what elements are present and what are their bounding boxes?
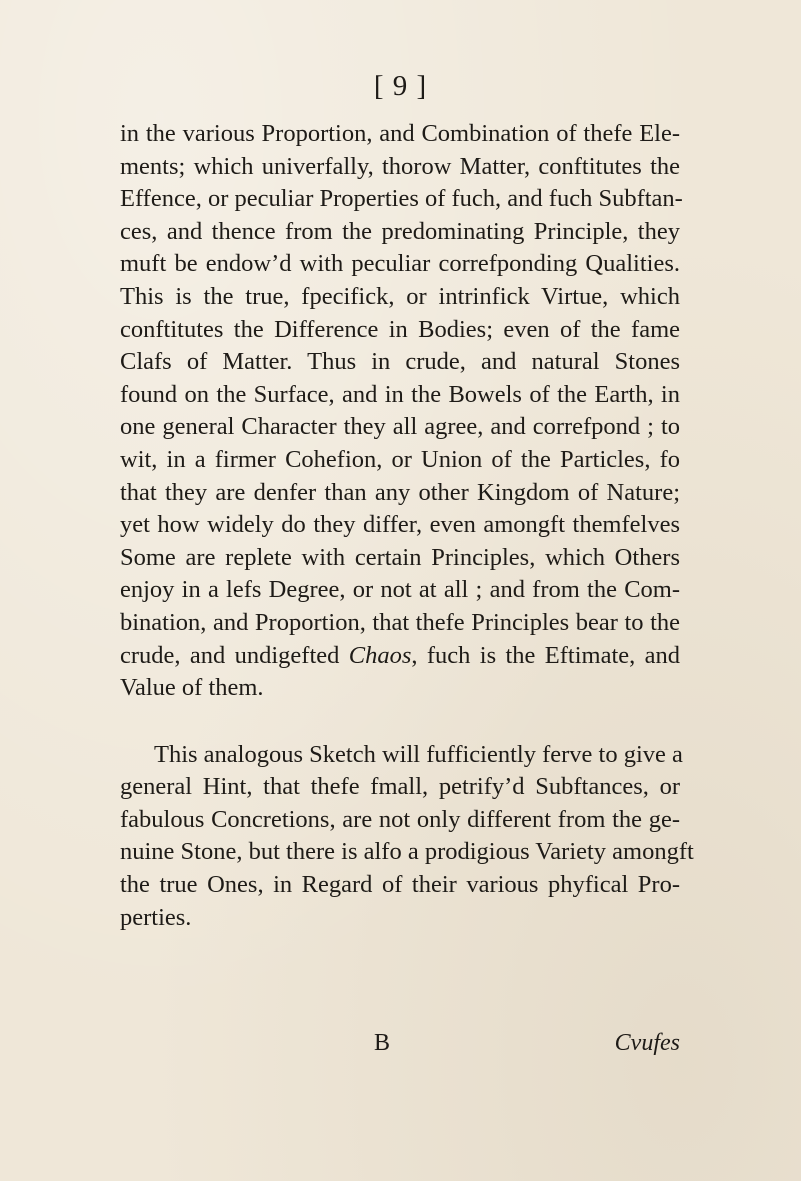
text-line: enjoy in a lefs Degree, or not at all ; and from the Com- <box>120 576 680 604</box>
paragraph-2 <box>120 739 694 935</box>
text-line: wit, in a firmer Cohefion, or Union of the Particles, fo <box>120 445 680 473</box>
text-segment: crude, and undigefted <box>120 641 349 669</box>
catchword: Cvufes <box>614 1030 680 1056</box>
text-line: found on the Surface, and in the Bowels of the Earth, in <box>120 380 680 408</box>
text-line: ments; which univerfally, thorow Matter, conftitutes the <box>120 152 680 180</box>
paragraph-1 <box>120 118 683 705</box>
text-line: This is the true, fpecifick, or intrinfick Virtue, which <box>120 282 680 310</box>
text-line: conftitutes the Difference in Bodies; even of the fame <box>120 315 680 343</box>
text-line: that they are denfer than any other Kingdom of Nature; <box>120 478 680 506</box>
text-line: ces, and thence from the predominating Principle, they <box>120 217 680 245</box>
text-line: Clafs of Matter. Thus in crude, and natural Stones <box>120 348 680 376</box>
text-line: This analogous Sketch will fufficiently ferve to give a <box>154 740 683 768</box>
text-line: Some are replete with certain Principles, which Others <box>120 543 680 571</box>
text-line: one general Character they all agree, and correfpond ; to <box>120 413 680 441</box>
text-line-chaos <box>120 640 680 673</box>
italic-word: Chaos <box>348 641 412 669</box>
text-line: the true Ones, in Regard of their various phyfical Pro- <box>120 871 680 899</box>
text-line: perties. <box>120 903 192 931</box>
page-number-header: [ 9 ] <box>373 70 428 102</box>
signature-mark: B <box>374 1030 391 1056</box>
text-line: nuine Stone, but there is alfo a prodigious Variety amongft <box>120 838 694 866</box>
text-line: in the various Proportion, and Combination of thefe Ele- <box>120 120 680 147</box>
text-line: general Hint, that thefe fmall, petrify’d Subftances, or <box>120 773 680 801</box>
text-line: fabulous Concretions, are not only different from the ge- <box>120 805 680 833</box>
text-line: Effence, or peculiar Properties of fuch, and fuch Subftan- <box>120 185 683 213</box>
text-line: yet how widely do they differ, even amongft themfelves <box>120 511 680 539</box>
text-line: muft be endow’d with peculiar correfponding Qualities. <box>120 250 680 278</box>
body-text <box>120 118 694 934</box>
text-line: bination, and Proportion, that thefe Principles bear to the <box>120 608 680 636</box>
text-segment: , fuch is the Eftimate, and <box>411 641 680 669</box>
text-line: Value of them. <box>120 674 264 702</box>
